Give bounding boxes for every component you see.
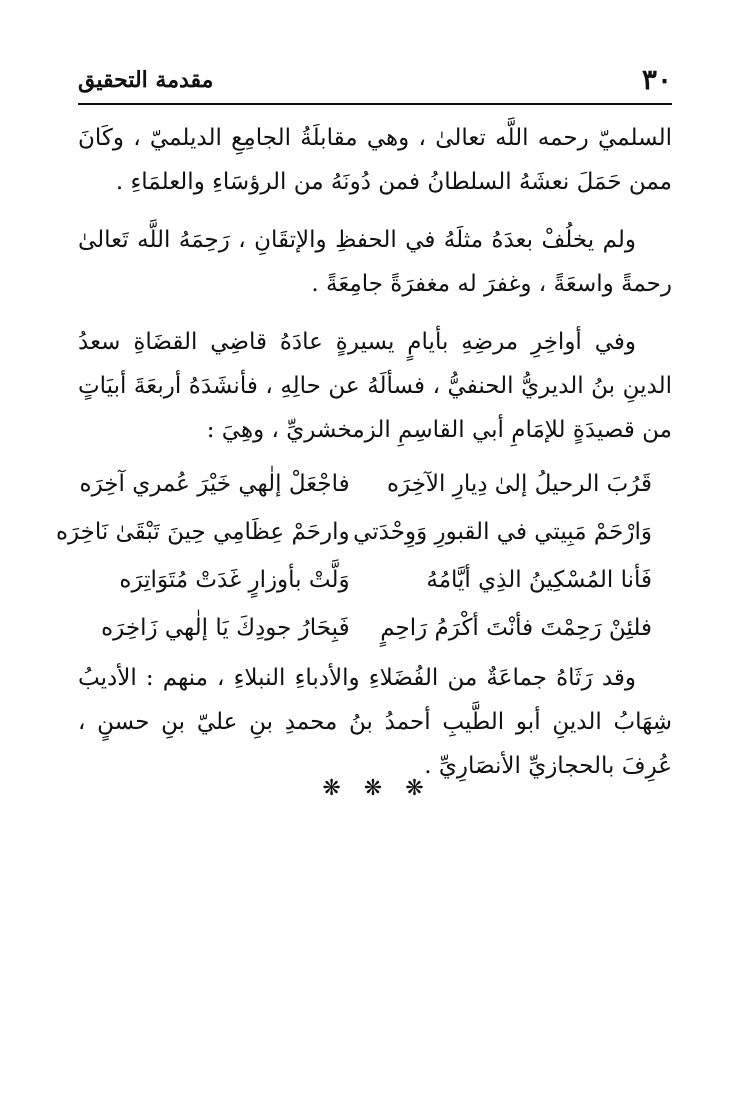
- paragraph-1: السلميّ رحمه اللَّه تعالىٰ ، وهي مقابلَةُ الجامِعِ الديلميّ ، وكَانَ ممن حَمَلَ نعشَهُ السلطانُ فمن دُونَهُ من الرؤسَاءِ والعلمَاءِ .: [78, 125, 672, 195]
- paragraph-3: وفي أواخِرِ مرضِهِ بأيامٍ يسيرةٍ عادَهُ قاضِي القضَاةِ سعدُ الدينِ بنُ الديريُّ الحنفيُّ ، فسألَهُ عن حالِهِ ، فأنشَدَهُ أربعَةَ أبيَاتٍ من قصيدَةٍ للإمَامِ أبي القاسِمِ الزمخشريِّ ، وهِيَ :: [78, 329, 672, 443]
- verse-1: [78, 460, 672, 508]
- page-number: ٣٠: [641, 63, 672, 96]
- verse-1-first-hemistich: قَرُبَ الرحيلُ إلىٰ دِيارِ الآخِرَه: [386, 471, 652, 497]
- verse-2: [55, 508, 672, 556]
- running-title: مقدمة التحقيق: [78, 67, 214, 93]
- page-body: [55, 116, 672, 788]
- verse-4-second-hemistich: فَبِحَارُ جودِكَ يَا إلٰهي زَاخِرَه: [101, 615, 350, 641]
- poem: [55, 460, 672, 652]
- section-separator: ❋ ❋ ❋: [322, 776, 432, 801]
- closing-paragraph: وقد رَثَاهُ جماعَةٌ من الفُضَلاءِ والأدباءِ النبلاءِ ، منهم : الأديبُ شِهَابُ الدينِ أبو الطَّيبِ أحمدُ بنُ محمدِ بنِ عليّ بنِ حسنٍ ، عُرِفَ بالحجازيِّ الأنصَارِيِّ .: [78, 665, 672, 779]
- verse-1-second-hemistich: فاجْعَلْ إلٰهي خَيْرَ عُمري آخِرَه: [79, 471, 350, 497]
- verse-3: [78, 556, 672, 604]
- header-rule: [78, 103, 672, 105]
- verse-3-first-hemistich: فَأنا المُسْكِينُ الذِي أيَّامُهُ: [426, 567, 652, 593]
- verse-3-second-hemistich: وَلَّتْ بأوزارٍ غَدَتْ مُتَوَاتِرَه: [119, 567, 350, 593]
- running-header: [78, 58, 672, 98]
- verse-2-second-hemistich: وارحَمْ عِظَامِي حِينَ تَبْقَىٰ نَاخِرَه: [55, 519, 350, 545]
- verse-4: [78, 604, 672, 652]
- paragraph-2: ولم يخلُفْ بعدَهُ مثلَهُ في الحفظِ والإتقَانِ ، رَحِمَهُ اللَّه تَعالىٰ رحمةً واسعَةً ، وغفرَ له مغفرَةً جامِعَةً .: [78, 227, 672, 297]
- verse-4-first-hemistich: فلئِنْ رَحِمْتَ فأنْتَ أكْرَمُ رَاحِمٍ: [380, 615, 652, 641]
- verse-2-first-hemistich: وَارْحَمْ مَبِيتي في القبورِ وَوِحْدَتي: [353, 519, 652, 545]
